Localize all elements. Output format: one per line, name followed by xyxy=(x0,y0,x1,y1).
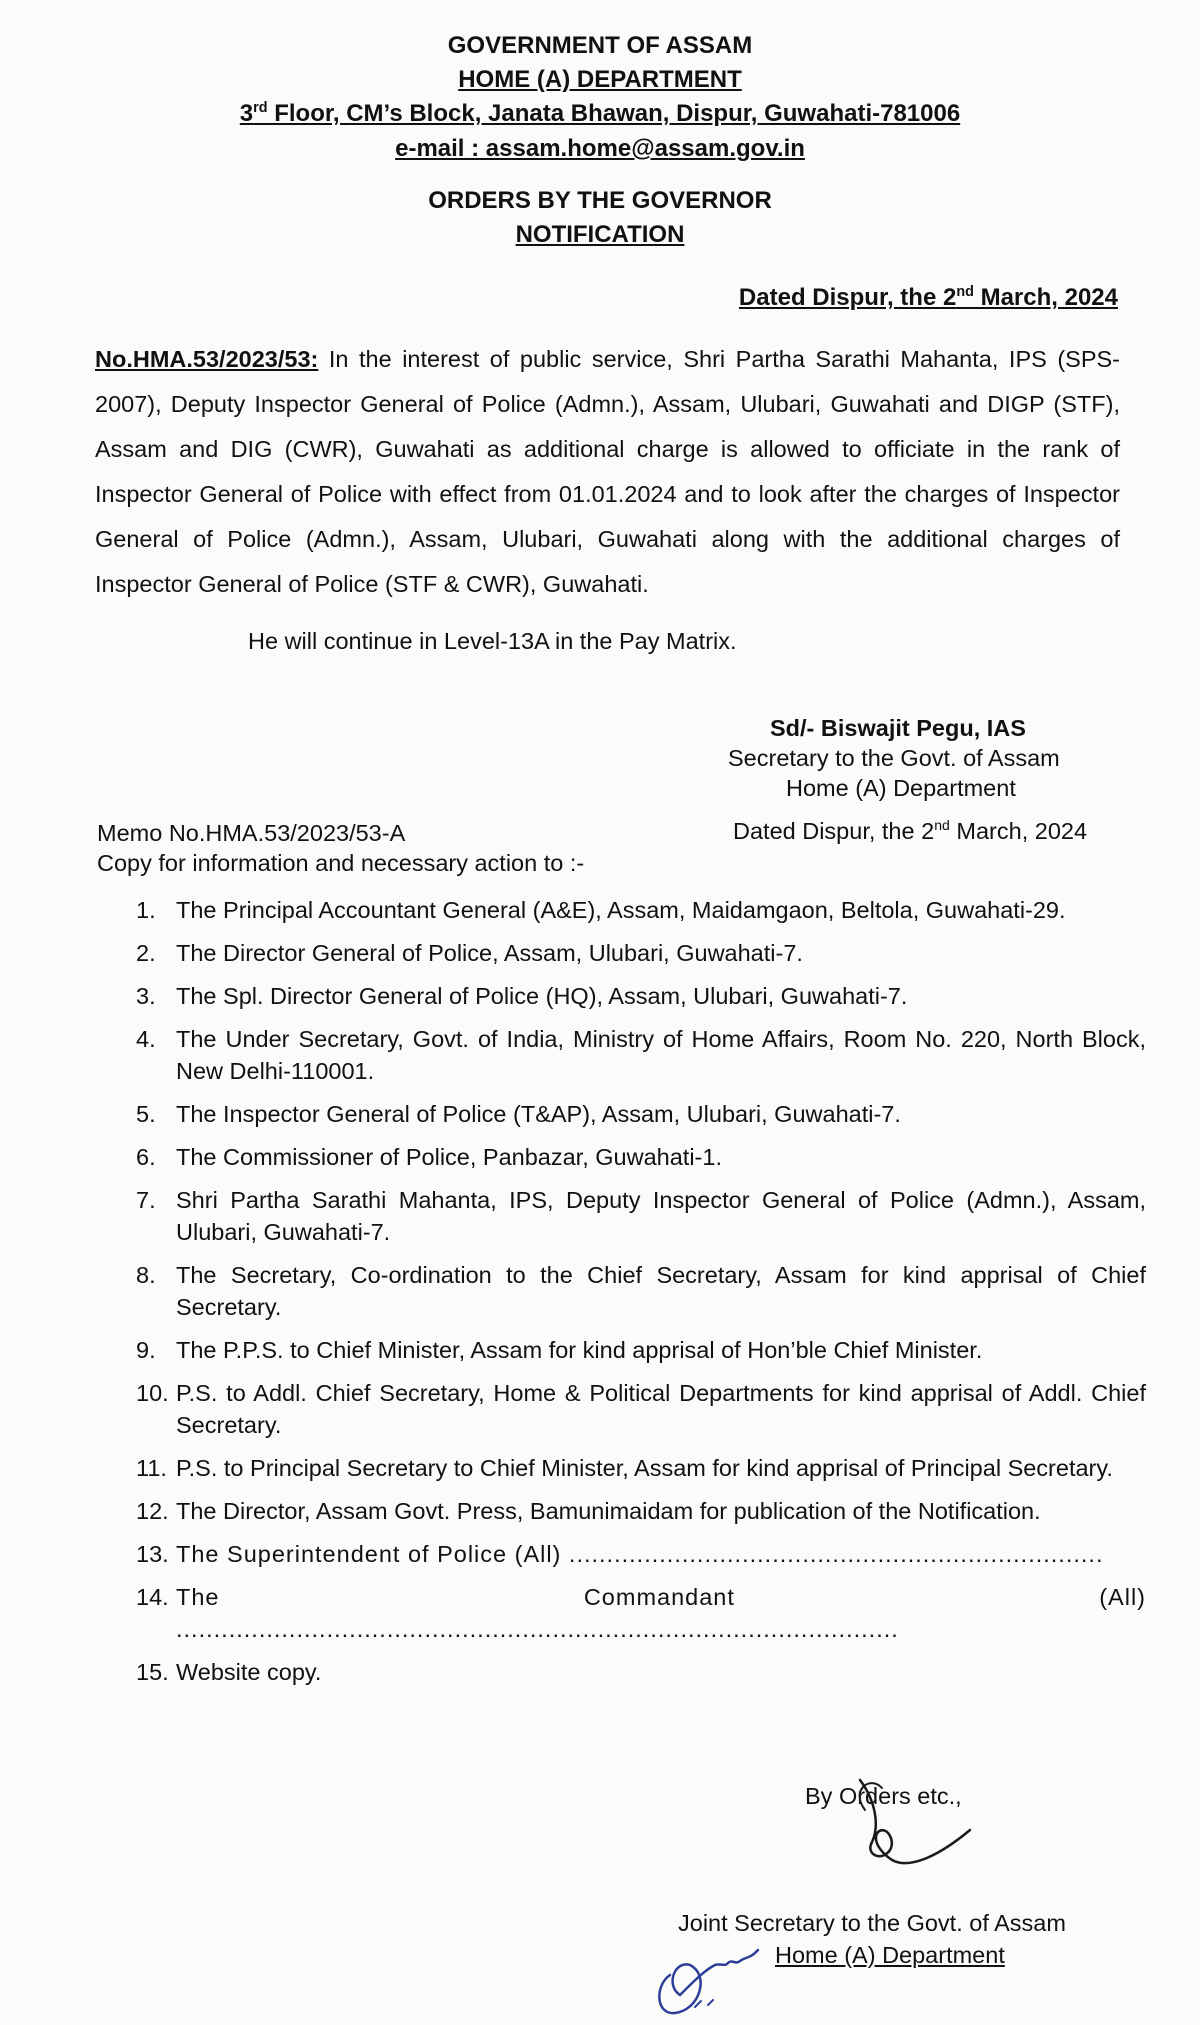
list-item-number: 4. xyxy=(136,1026,156,1052)
list-item-text: The Secretary, Co-ordination to the Chief Secretary, Assam for kind apprisal of Chief Secretary. xyxy=(176,1262,1146,1320)
signatory-department: Home (A) Department xyxy=(786,775,1016,801)
list-item-number: 1. xyxy=(136,897,156,923)
list-item-text: The Principal Accountant General (A&E), Assam, Maidamgaon, Beltola, Guwahati-29. xyxy=(176,897,1066,923)
body-text: In the interest of public service, Shri Partha Sarathi Mahanta, IPS (SPS-2007), Deputy Inspector General of Police (Admn.), Assam, Ulubari, Guwahati and DIGP (STF), Assam and DIG (CWR), Guwahati as additional charge is allowed to officiate in the rank of Inspector General of Police with effect from 01.01.2024 and to look after the charges of Inspector General of Police (Admn.), Assam, Ulubari, Guwahati along with the additional charges of Inspector General of Police (STF & CWR), Guwahati. xyxy=(95,346,1120,597)
list-item-text: The Spl. Director General of Police (HQ), Assam, Ulubari, Guwahati-7. xyxy=(176,983,908,1009)
list-item-number: 3. xyxy=(136,983,156,1009)
signatory-designation: Secretary to the Govt. of Assam xyxy=(728,745,1060,771)
list-item xyxy=(136,1184,1146,1248)
memo-dated-sup: nd xyxy=(934,817,950,834)
list-item-text: The Commandant (All) ................................................................................................ xyxy=(176,1584,1146,1642)
signature-mark xyxy=(820,1770,1000,1890)
list-item-number: 5. xyxy=(136,1101,156,1127)
memo-dated-prefix: Dated Dispur, the 2 xyxy=(733,818,935,844)
list-item-number: 13. xyxy=(136,1541,169,1567)
list-item xyxy=(136,1452,1146,1484)
list-item-number: 14. xyxy=(136,1584,169,1610)
address-rest: Floor, CM’s Block, Janata Bhawan, Dispur, Guwahati-781006 xyxy=(267,100,961,127)
address-line xyxy=(0,100,1200,128)
list-item-number: 7. xyxy=(136,1187,156,1213)
by-orders-line: By Orders etc., xyxy=(805,1783,962,1809)
list-item xyxy=(136,1538,1146,1570)
notification-title: NOTIFICATION xyxy=(515,221,685,248)
list-item xyxy=(136,1141,1146,1173)
list-item-number: 6. xyxy=(136,1144,156,1170)
list-item xyxy=(136,1334,1146,1366)
list-item xyxy=(136,1259,1146,1323)
list-item xyxy=(136,1377,1146,1441)
initials-signature xyxy=(640,1915,770,2020)
list-item-text: The Inspector General of Police (T&AP), Assam, Ulubari, Guwahati-7. xyxy=(176,1101,901,1127)
list-item xyxy=(136,1098,1146,1130)
signatory-name: Sd/- Biswajit Pegu, IAS xyxy=(770,715,1026,741)
list-item-text: The P.P.S. to Chief Minister, Assam for kind apprisal of Hon’ble Chief Minister. xyxy=(176,1337,983,1363)
dated-suffix: March, 2024 xyxy=(973,284,1118,311)
list-item-text: P.S. to Addl. Chief Secretary, Home & Political Departments for kind apprisal of Addl. Chief Secretary. xyxy=(176,1380,1146,1438)
list-item-number: 2. xyxy=(136,940,156,966)
list-item-number: 11. xyxy=(136,1455,167,1481)
address-floor-sup: rd xyxy=(253,100,268,116)
list-item-number: 9. xyxy=(136,1337,156,1363)
dated-sup: nd xyxy=(956,284,974,300)
list-item-number: 15. xyxy=(136,1659,169,1685)
reference-number: No.HMA.53/2023/53: xyxy=(95,346,319,372)
notification-body xyxy=(95,337,1120,607)
list-item xyxy=(136,894,1146,926)
list-item xyxy=(136,1656,1146,1688)
address-floor-num: 3 xyxy=(239,100,254,127)
list-item-text: The Superintendent of Police (All) ....................................................................... xyxy=(176,1541,1104,1567)
list-item-text: The Director, Assam Govt. Press, Bamunimaidam for publication of the Notification. xyxy=(176,1498,1041,1524)
copy-to-line: Copy for information and necessary action to :- xyxy=(97,850,585,876)
list-item-number: 12. xyxy=(136,1498,169,1524)
list-item-number: 8. xyxy=(136,1262,156,1288)
memo-dated-suffix: March, 2024 xyxy=(949,818,1088,844)
list-item-text: Shri Partha Sarathi Mahanta, IPS, Deputy Inspector General of Police (Admn.), Assam, Ulubari, Guwahati-7. xyxy=(176,1187,1146,1245)
closing-department: Home (A) Department xyxy=(775,1942,1005,1968)
list-item-text: The Director General of Police, Assam, Ulubari, Guwahati-7. xyxy=(176,940,803,966)
list-item-text: The Under Secretary, Govt. of India, Ministry of Home Affairs, Room No. 220, North Block, New Delhi-110001. xyxy=(176,1026,1146,1084)
list-item-text: The Commissioner of Police, Panbazar, Guwahati-1. xyxy=(176,1144,722,1170)
copy-list xyxy=(136,894,1146,1699)
list-item xyxy=(136,980,1146,1012)
list-item xyxy=(136,1023,1146,1087)
list-item-text: Website copy. xyxy=(176,1659,322,1685)
government-title: GOVERNMENT OF ASSAM xyxy=(447,32,753,59)
list-item xyxy=(136,1581,1146,1645)
dated-prefix: Dated Dispur, the 2 xyxy=(738,284,957,311)
list-item xyxy=(136,937,1146,969)
department-title: HOME (A) DEPARTMENT xyxy=(458,66,742,93)
list-item-number: 10. xyxy=(136,1380,169,1406)
pay-matrix-line: He will continue in Level-13A in the Pay Matrix. xyxy=(248,628,737,654)
email-line: e-mail : assam.home@assam.gov.in xyxy=(395,135,805,162)
memo-number: Memo No.HMA.53/2023/53-A xyxy=(97,820,406,846)
orders-title: ORDERS BY THE GOVERNOR xyxy=(428,187,772,214)
memo-dated xyxy=(733,818,1087,845)
closing-designation: Joint Secretary to the Govt. of Assam xyxy=(678,1910,1066,1936)
list-item xyxy=(136,1495,1146,1527)
list-item-text: P.S. to Principal Secretary to Chief Minister, Assam for kind apprisal of Principal Secretary. xyxy=(176,1455,1113,1481)
dated-line xyxy=(739,284,1118,312)
